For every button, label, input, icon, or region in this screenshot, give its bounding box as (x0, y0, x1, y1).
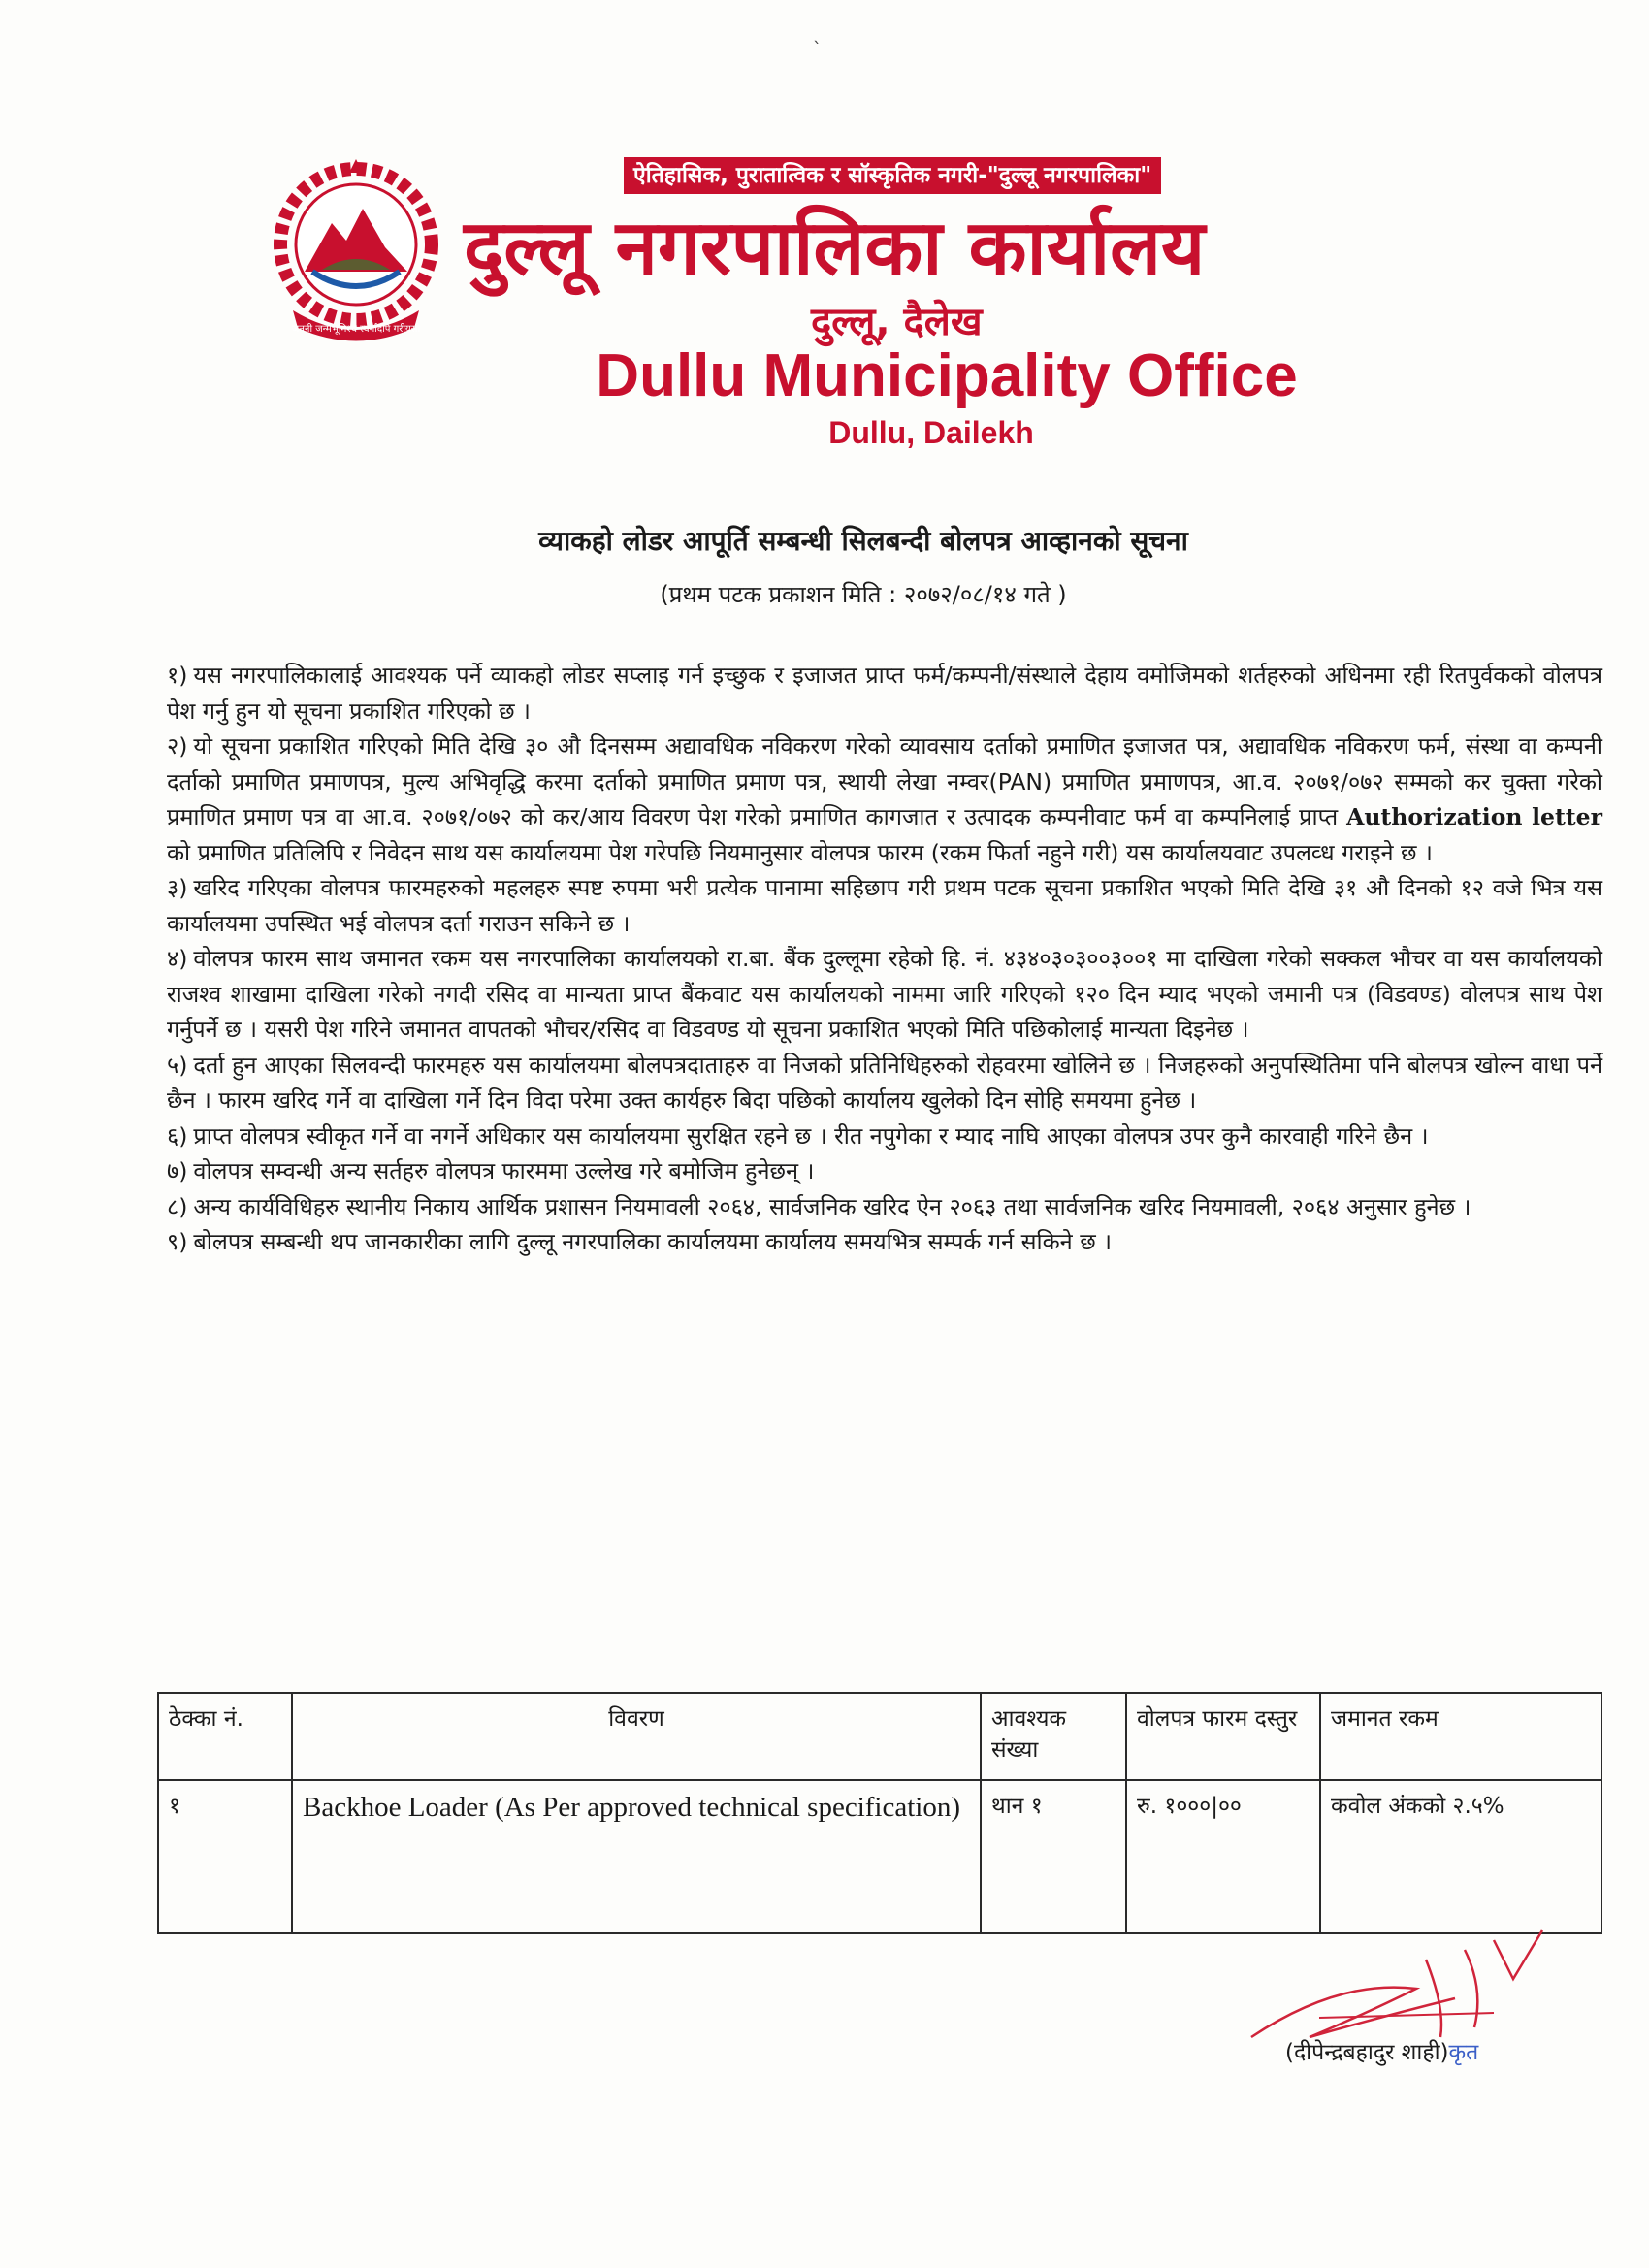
cell-quantity: थान १ (981, 1780, 1126, 1933)
emblem-motto: जननी जन्मभूमिश्च स्वर्गादपि गरीयसी (291, 324, 421, 335)
cell-description: Backhoe Loader (As Per approved technical specification) (292, 1780, 981, 1933)
notice-paragraph: ९) बोलपत्र सम्बन्धी थप जानकारीका लागि दुल्लू नगरपालिका कार्यालयमा कार्यालय समयभित्र सम्पर्क गर्न सकिने छ । (167, 1228, 1113, 1255)
header-quantity: आवश्यक संख्या (981, 1693, 1126, 1780)
table-header-row (158, 1693, 1601, 1780)
notice-paragraph: ३) खरिद गरिएका वोलपत्र फारमहरुको महलहरु स्पष्ट रुपमा भरी प्रत्येक पानामा सहिछाप गरी प्रथम पटक सूचना प्रकाशित भएको मिति देखि ३१ औ दिनको १२ वजे भित्र यस कार्यालयमा उपस्थित भई वोलपत्र दर्ता गराउन सकिने छ । (167, 874, 1602, 937)
scan-mark: ` (813, 39, 822, 59)
cell-contract-no: १ (158, 1780, 292, 1933)
notice-paragraph: ८) अन्य कार्यविधिहरु स्थानीय निकाय आर्थिक प्रशासन नियमावली २०६४, सार्वजनिक खरिद ऐन २०६३ तथा सार्वजनिक खरिद नियमावली, २०६४ अनुसार हुनेछ । (167, 1192, 1471, 1220)
notice-paragraph: ६) प्राप्त वोलपत्र स्वीकृत गर्ने वा नगर्ने अधिकार यस कार्यालयमा सुरक्षित रहने छ । रीत नपुगेका र म्याद नाघि आएका वोलपत्र उपर कुनै कारवाही गरिने छैन । (167, 1121, 1429, 1150)
authorization-letter-text: Authorization letter (1346, 803, 1602, 830)
office-location-english: Dullu, Dailekh (828, 415, 1034, 450)
table-row (158, 1780, 1601, 1933)
notice-title: व्याकहो लोडर आपूर्ति सम्बन्धी सिलबन्दी बोलपत्र आव्हानको सूचना (538, 525, 1188, 557)
header-contract-no: ठेक्का नं. (158, 1693, 292, 1780)
tender-table (157, 1692, 1602, 1934)
signature-suffix: कृत (1448, 2040, 1479, 2065)
header-form-fee: वोलपत्र फारम दस्तुर (1126, 1693, 1320, 1780)
notice-paragraph: ५) दर्ता हुन आएका सिलवन्दी फारमहरु यस कार्यालयमा बोलपत्रदाताहरु वा निजको प्रतिनिधिहरुको रोहवरमा खोलिने छ । निजहरुको अनुपस्थितिमा पनि बोलपत्र खोल्न वाधा पर्ने छैन । फारम खरिद गर्ने वा दाखिला गर्ने दिन विदा परेमा उक्त कार्यहरु बिदा पछिको कार्यालय खुलेको दिन सोहि समयमा हुनेछ । (167, 1051, 1602, 1114)
header-security-amount: जमानत रकम (1320, 1693, 1601, 1780)
office-location-nepali: दुल्लू, दैलेख (811, 300, 983, 344)
notice-paragraph: २) यो सूचना प्रकाशित गरिएको मिति देखि ३० औ दिनसम्म अद्यावधिक नविकरण गरेको व्यावसाय दर्ताको प्रमाणित इजाजत पत्र, अद्यावधिक नविकरण फर्म, संस्था वा कम्पनी दर्ताको प्रमाणित प्रमाणपत्र, मुल्य अभिवृद्धि करमा दर्ताको प्रमाणित प्रमाण पत्र, स्थायी लेखा नम्वर(PAN) प्रमाणित प्रमाणपत्र, आ.व. २०७१/०७२ सम्मको कर चुक्ता गरेको प्रमाणित प्रमाण पत्र वा आ.व. २०७१/०७२ को कर/आय विवरण पेश गरेको प्रमाणित कागजात र उत्पादक कम्पनीवाट फर्म वा कम्पनिलाई प्राप्त Authorization letter को प्रमाणित प्रतिलिपि र निवेदन साथ यस कार्यालयमा पेश गरेपछि नियमानुसार वोलपत्र फारम (रकम फिर्ता नहुने गरी) यस कार्यालयवाट उपलव्ध गराइने छ । (167, 732, 1602, 866)
office-name-english: Dullu Municipality Office (596, 342, 1298, 409)
office-name-nepali: दुल्लू नगरपालिका कार्यालय (464, 205, 1206, 292)
tagline: ऐतिहासिक, पुरातात्विक र सॉस्कृतिक नगरी-"दुल्लू नगरपालिका" (624, 157, 1161, 194)
notice-paragraph: ४) वोलपत्र फारम साथ जमानत रकम यस नगरपालिका कार्यालयको रा.बा. बैंक दुल्लूमा रहेको हि. नं. ४३४०३०३००३००१ मा दाखिला गरेको सक्कल भौचर वा यस कार्यालयको राजश्व शाखामा दाखिला गरेको नगदी रसिद वा मान्यता प्राप्त बैंकवाट यस कार्यालयको नाममा जारि गरिएको १२० दिन म्याद भएको जमानी पत्र (विडवण्ड) वोलपत्र साथ पेश गर्नुपर्ने छ । यसरी पेश गरिने जमानत वापतको भौचर/रसिद वा विडवण्ड यो सूचना प्रकाशित भएको मिति पछिकोलाई मान्यता दिइनेछ । (167, 945, 1602, 1043)
notice-body (167, 658, 1602, 1260)
cell-form-fee: रु. १०००|०० (1126, 1780, 1320, 1933)
nepal-emblem-icon (254, 155, 458, 349)
cell-security-amount: कवोल अंकको २.५% (1320, 1780, 1601, 1933)
notice-paragraph: १) यस नगरपालिकालाई आवश्यक पर्ने व्याकहो लोडर सप्लाइ गर्न इच्छुक र इजाजत प्राप्त फर्म/कम्पनी/संस्थाले देहाय वमोजिमको शर्तहरुको अधिनमा रही रितपुर्वकको वोलपत्र पेश गर्नु हुन यो सूचना प्रकाशित गरिएको छ । (167, 662, 1602, 725)
signatory-name: (दीपेन्द्रबहादुर शाही)कृत (1285, 2040, 1479, 2065)
header-description: विवरण (292, 1693, 981, 1780)
notice-subtitle: (प्रथम पटक प्रकाशन मिति : २०७२/०८/१४ गते ) (660, 581, 1067, 608)
notice-paragraph: ७) वोलपत्र सम्वन्धी अन्य सर्तहरु वोलपत्र फारममा उल्लेख गरे बमोजिम हुनेछन् । (167, 1157, 815, 1184)
